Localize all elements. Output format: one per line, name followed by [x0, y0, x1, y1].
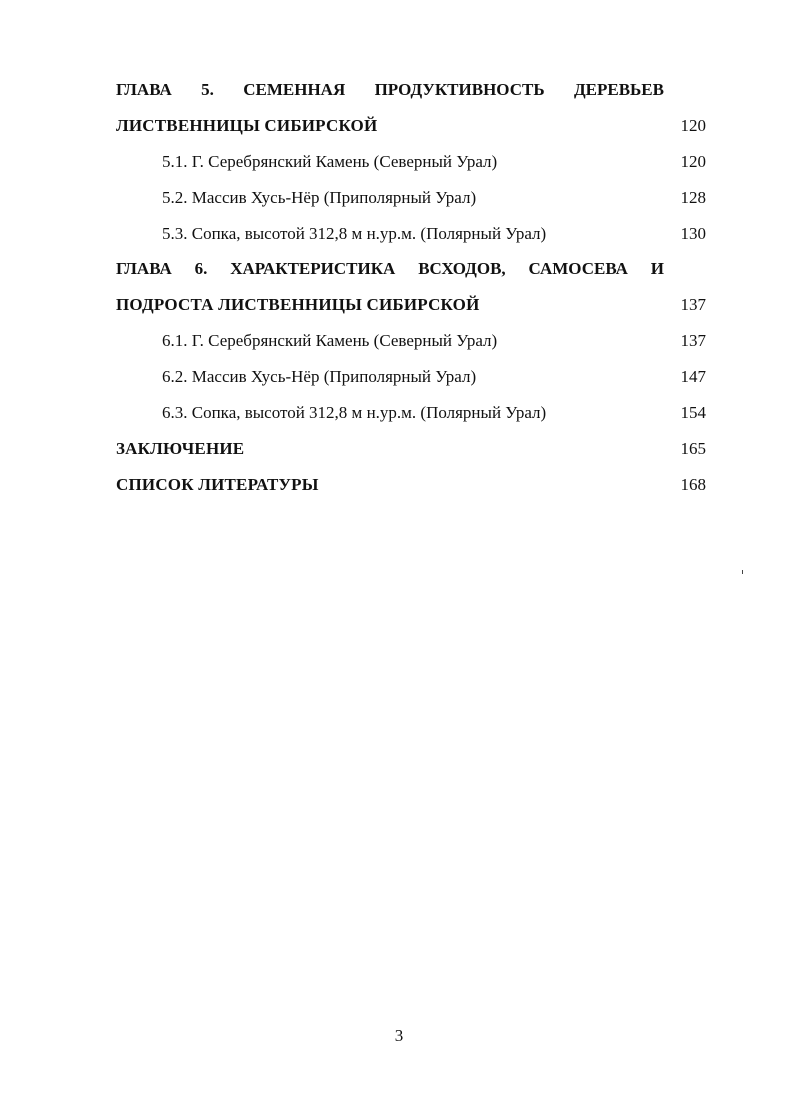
page-number: 168	[680, 475, 706, 494]
page-number: 154	[680, 403, 706, 422]
page-number: 120	[680, 152, 706, 171]
section-title: 6.2. Массив Хусь-Нёр (Приполярный Урал)	[162, 367, 477, 386]
page-number: 120	[680, 116, 706, 135]
page-number: 130	[680, 224, 706, 243]
heading-word: САМОСЕВА	[528, 259, 628, 278]
heading-word: 6.	[194, 259, 208, 278]
toc-entry	[0, 331, 798, 361]
page-footer-number: 3	[394, 1026, 404, 1045]
toc-references	[0, 475, 798, 505]
heading-word: ГЛАВА	[116, 259, 172, 278]
heading-word: ГЛАВА	[116, 80, 172, 99]
toc-chapter5-heading-line2	[0, 116, 798, 146]
heading-word: ХАРАКТЕРИСТИКА	[230, 259, 396, 278]
toc-entry	[0, 188, 798, 218]
page-number: 137	[680, 295, 706, 314]
heading-word: ДЕРЕВЬЕВ	[573, 80, 664, 99]
heading-word: ВСХОДОВ,	[418, 259, 506, 278]
page-number: 137	[680, 331, 706, 350]
chapter-title: СПИСОК ЛИТЕРАТУРЫ	[116, 475, 319, 494]
toc-entry	[0, 403, 798, 433]
toc-chapter6-heading-line2	[0, 295, 798, 325]
section-title: 6.3. Сопка, высотой 312,8 м н.ур.м. (Полярный Урал)	[162, 403, 547, 422]
chapter-title: ЗАКЛЮЧЕНИЕ	[116, 439, 245, 458]
toc-entry	[0, 224, 798, 254]
toc-chapter5-heading-line1	[0, 80, 798, 110]
section-title: 5.2. Массив Хусь-Нёр (Приполярный Урал)	[162, 188, 477, 207]
page-number: 128	[680, 188, 706, 207]
heading-word: СЕМЕННАЯ	[243, 80, 346, 99]
section-title: 5.3. Сопка, высотой 312,8 м н.ур.м. (Полярный Урал)	[162, 224, 547, 243]
toc-entry	[0, 152, 798, 182]
heading-word: И	[650, 259, 664, 278]
section-title: 5.1. Г. Серебрянский Камень (Северный Урал)	[162, 152, 498, 171]
scan-speck	[742, 570, 743, 574]
heading-word: 5.	[201, 80, 214, 99]
chapter-title: ЛИСТВЕННИЦЫ СИБИРСКОЙ	[116, 116, 378, 135]
page-number: 147	[680, 367, 706, 386]
toc-chapter6-heading-line1	[0, 259, 798, 289]
chapter-title: ПОДРОСТА ЛИСТВЕННИЦЫ СИБИРСКОЙ	[116, 295, 480, 314]
section-title: 6.1. Г. Серебрянский Камень (Северный Урал)	[162, 331, 498, 350]
toc-conclusion	[0, 439, 798, 469]
toc-entry	[0, 367, 798, 397]
page-number: 165	[680, 439, 706, 458]
heading-word: ПРОДУКТИВНОСТЬ	[374, 80, 545, 99]
